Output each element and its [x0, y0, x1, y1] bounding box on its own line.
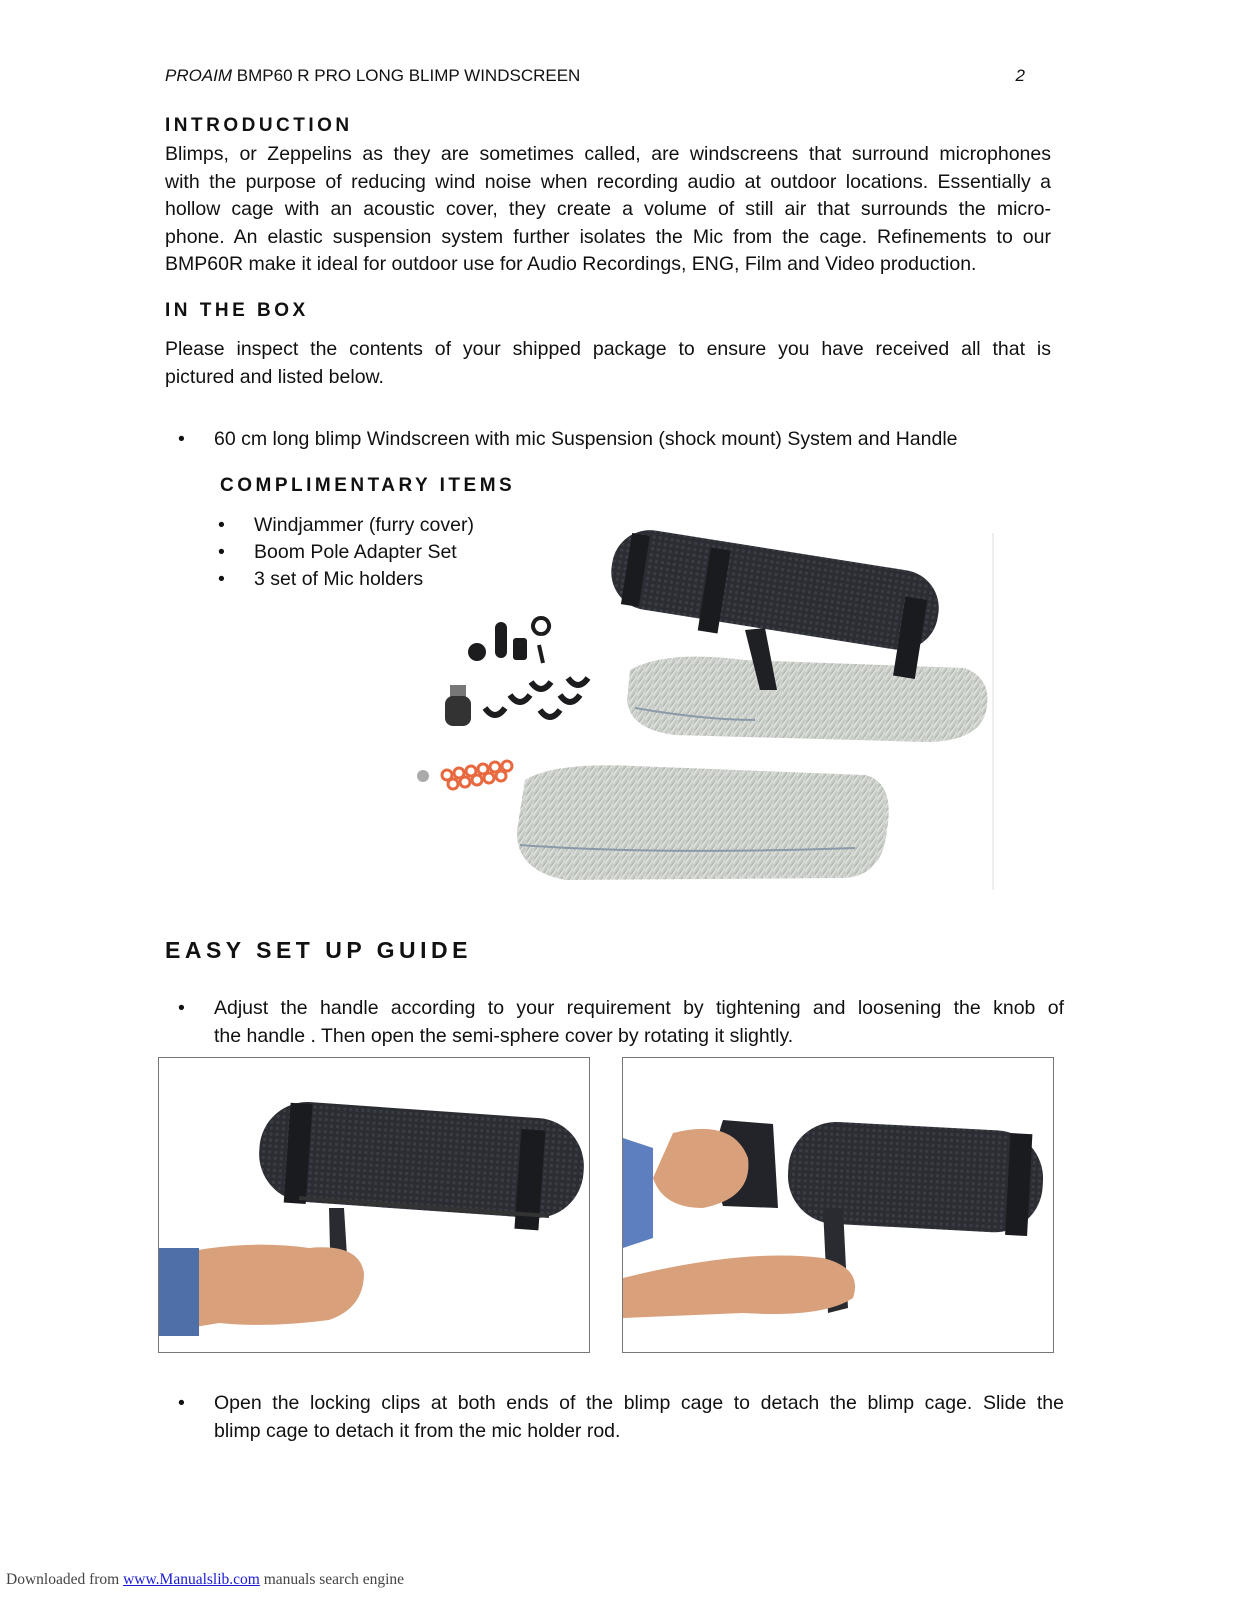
footer-prefix: Downloaded from: [6, 1571, 124, 1588]
photo-illustration: [159, 1058, 589, 1352]
introduction-line: with the purpose of reducing wind noise when recording audio at outdoor locations. Essentially a: [165, 170, 1051, 193]
complimentary-item-text: Windjammer (furry cover): [254, 514, 474, 536]
introduction-line: phone. An elastic suspension system further isolates the Mic from the cage. Refinements to our: [165, 225, 1051, 248]
boom-pole-adapter: [445, 685, 471, 726]
setup-step-1: [178, 995, 1064, 1051]
page-number: 2: [1015, 66, 1025, 85]
bullet-dot: •: [218, 541, 225, 563]
download-footer: [6, 1571, 404, 1589]
header-brand: PROAIM: [165, 66, 233, 85]
step-photo-open-cover: [622, 1057, 1054, 1353]
introduction-paragraph: [165, 141, 1051, 279]
introduction-heading: INTRODUCTION: [165, 115, 353, 136]
bullet-dot: •: [218, 568, 225, 590]
main-item-bullet: [178, 426, 1038, 454]
bullet-dot: •: [178, 428, 185, 450]
setup-step-1-line: Adjust the handle according to your requirement by tightening and loosening the knob of: [214, 997, 1064, 1019]
bullet-dot: •: [178, 1392, 185, 1414]
introduction-line: BMP60R make it ideal for outdoor use for Audio Recordings, ENG, Film and Video production.: [165, 253, 977, 275]
setup-step-2: [178, 1390, 1064, 1446]
setup-step-1-line: the handle . Then open the semi-sphere cover by rotating it slightly.: [214, 1024, 794, 1047]
main-item-text: 60 cm long blimp Windscreen with mic Suspension (shock mount) System and Handle: [214, 428, 958, 450]
complimentary-item-text: Boom Pole Adapter Set: [254, 541, 457, 563]
complimentary-item-text: 3 set of Mic holders: [254, 568, 424, 590]
step-photo-handle-adjust: [158, 1057, 590, 1353]
screw-part: [417, 770, 429, 782]
footer-suffix: manuals search engine: [259, 1571, 405, 1588]
bullet-dot: •: [218, 514, 225, 536]
photo-illustration: [623, 1058, 1053, 1352]
rubber-rings: [442, 761, 512, 789]
page-header: [165, 66, 1025, 86]
in-the-box-line: Please inspect the contents of your shipped package to ensure you have received all that is: [165, 338, 1051, 360]
in-the-box-line: pictured and listed below.: [165, 365, 384, 388]
setup-step-2-line: Open the locking clips at both ends of the blimp cage to detach the blimp cage. Slide the: [214, 1392, 1064, 1414]
header-title: BMP60 R PRO LONG BLIMP WINDSCREEN: [232, 66, 581, 85]
setup-step-2-line: blimp cage to detach it from the mic holder rod.: [214, 1419, 621, 1442]
manualslib-link[interactable]: www.Manualslib.com: [123, 1571, 260, 1588]
windjammer-cover-bottom: [517, 765, 889, 880]
in-the-box-paragraph: [165, 336, 1051, 391]
introduction-line: Blimps, or Zeppelins as they are sometimes called, are windscreens that surround microphones: [165, 143, 1051, 165]
windjammer-cover-top: [627, 657, 988, 742]
bullet-dot: •: [178, 997, 185, 1019]
setup-heading: EASY SET UP GUIDE: [165, 937, 472, 963]
mic-holders: [468, 618, 588, 717]
product-kit-photo: [405, 530, 1000, 895]
introduction-line: hollow cage with an acoustic cover, they create a volume of still air that surrounds the micro-: [165, 198, 1051, 220]
in-the-box-heading: IN THE BOX: [165, 300, 309, 321]
complimentary-heading: COMPLIMENTARY ITEMS: [220, 475, 516, 496]
